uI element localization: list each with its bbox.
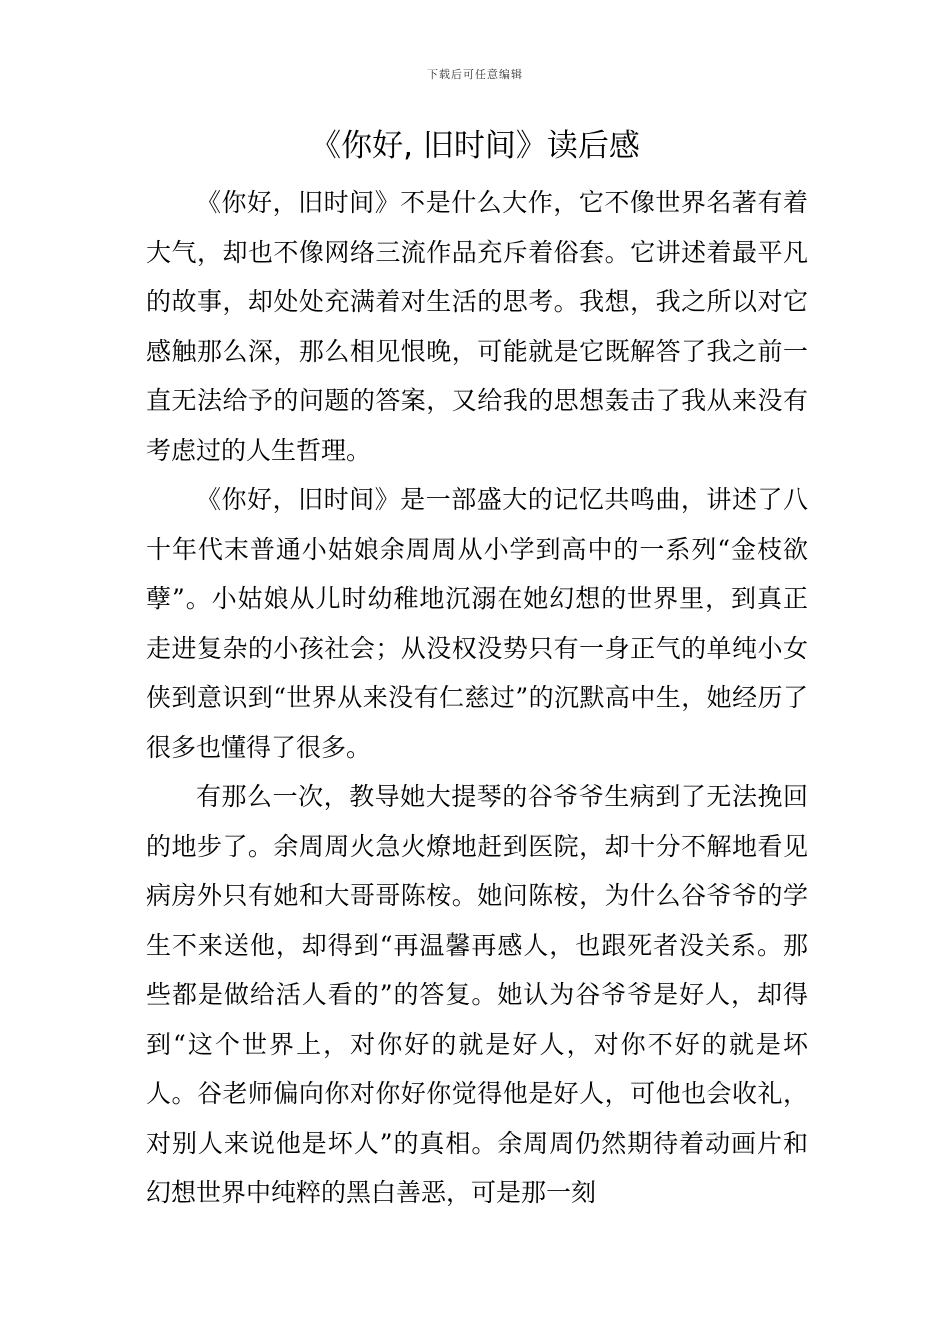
paragraph-3: 有那么一次，教导她大提琴的谷爷爷生病到了无法挽回的地步了。余周周火急火燎地赶到医院，却十分不解地看见病房外只有她和大哥哥陈桉。她问陈桉，为什么谷爷爷的学生不来送他，却得到“再温馨再感人，也跟死者没关系。那些都是做给活人看的”的答复。她认为谷爷爷是好人，却得到“这个世界上，对你好的就是好人，对你不好的就是坏人。谷老师偏向你对你好你觉得他是好人，可他也会收礼，对别人来说他是坏人”的真相。余周周仍然期待着动画片和幻想世界中纯粹的黑白善恶，可是那一刻 <box>146 782 808 1207</box>
paragraph-2: 《你好，旧时间》是一部盛大的记忆共鸣曲，讲述了八十年代末普通小姑娘余周周从小学到高中的一系列“金枝欲孽”。小姑娘从儿时幼稚地沉溺在她幻想的世界里，到真正走进复杂的小孩社会；从没权没势只有一身正气的单纯小女侠到意识到“世界从来没有仁慈过”的沉默高中生，她经历了很多也懂得了很多。 <box>146 485 808 762</box>
document-body <box>146 178 808 1218</box>
header-note: 下载后可任意编辑 <box>427 68 523 81</box>
paragraph-1: 《你好，旧时间》不是什么大作，它不像世界名著有着大气，却也不像网络三流作品充斥着俗套。它讲述着最平凡的故事，却处处充满着对生活的思考。我想，我之所以对它感触那么深，那么相见恨晚，可能就是它既解答了我之前一直无法给予的问题的答案，又给我的思想轰击了我从来没有考虑过的人生哲理。 <box>146 188 808 465</box>
document-title: 《你好, 旧时间》读后感 <box>310 128 640 164</box>
